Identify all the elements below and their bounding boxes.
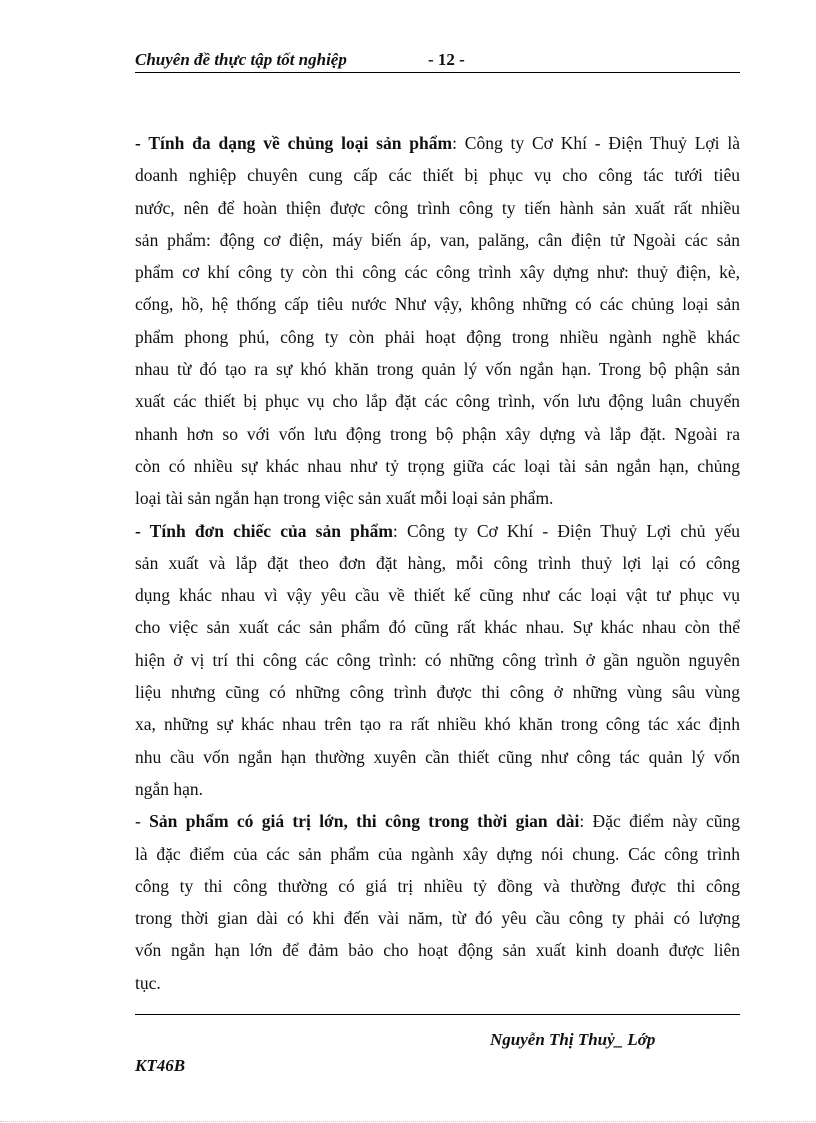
paragraph-line: loại tài sản ngắn hạn trong việc sản xuất mỗi loại sản phẩm. [135, 488, 554, 509]
footer-author: Nguyễn Thị Thuỷ_ Lớp [490, 1030, 656, 1049]
paragraph-line: nhanh hơn so với vốn lưu động trong bộ phận xây dựng và lắp đặt. Ngoài ra [135, 423, 740, 444]
paragraph-heading: Sản phẩm có giá trị lớn, thi công trong thời gian dài [149, 811, 580, 832]
paragraph-single-unit-product [135, 515, 740, 806]
paragraph-line: dụng khác nhau vì vậy yêu cầu về thiết kế cũng như các loại vật tư phục vụ [135, 585, 740, 606]
paragraph-line: ngắn hạn. [135, 778, 204, 799]
paragraph-line: liệu nhưng cũng có những công trình được thi công ở những vùng sâu vùng [135, 682, 740, 703]
paragraph-line: doanh nghiệp chuyên cung cấp các thiết bị phục vụ cho công tác tưới tiêu [135, 165, 740, 186]
paragraph-heading: - Tính đa dạng về chủng loại sản phẩm [135, 133, 453, 153]
paragraph-line: - Tính đơn chiếc của sản phẩm: Công ty Cơ Khí - Điện Thuỷ Lợi chủ yếu [135, 520, 740, 541]
paragraph-line: phẩm phong phú, công ty còn phải hoạt động trong nhiều ngành nghề khác [135, 326, 740, 347]
paragraph-heading: - Tính đơn chiếc của sản phẩm [135, 520, 393, 541]
document-body [135, 127, 740, 999]
paragraph-line: hiện ở vị trí thi công các công trình: có những công trình ở gần nguồn nguyên [135, 649, 740, 670]
footer-class-code: KT46B [135, 1056, 186, 1075]
paragraph-line: nhau từ đó tạo ra sự khó khăn trong quản lý vốn ngắn hạn. Trong bộ phận sản [135, 359, 740, 380]
paragraph-line: xuất các thiết bị phục vụ cho lắp đặt các công trình, vốn lưu động luân chuyển [135, 391, 740, 412]
paragraph-high-value-long-duration [135, 805, 740, 999]
paragraph-line: - Sản phẩm có giá trị lớn, thi công trong thời gian dài: Đặc điểm này cũng [135, 811, 741, 832]
paragraph-line: nhu cầu vốn ngắn hạn thường xuyên cần thiết cũng như công tác quản lý vốn [135, 746, 740, 767]
paragraph-line: sản xuất và lắp đặt theo đơn đặt hàng, mỗi công trình thuỷ lợi lại có công [135, 552, 740, 573]
paragraph-line: nước, nên để hoàn thiện được công trình công ty tiến hành sản xuất rất nhiều [135, 197, 740, 218]
page-header [135, 48, 740, 73]
header-title: Chuyên đề thực tập tốt nghiệp [135, 50, 347, 69]
paragraph-line: phẩm cơ khí công ty còn thi công các công trình xây dựng như: thuỷ điện, kè, [135, 262, 740, 283]
page-number: - 12 - [428, 50, 465, 69]
paragraph-line: xa, những sự khác nhau trên tạo ra rất nhiều khó khăn trong công tác xác định [135, 714, 740, 735]
paragraph-line: trong thời gian dài có khi đến vài năm, từ đó yêu cầu công ty phải có lượng [135, 908, 740, 929]
paragraph-line: còn có nhiều sự khác nhau như tỷ trọng giữa các loại tài sản ngắn hạn, chủng [135, 455, 740, 476]
paragraph-line: là đặc điểm của các sản phẩm của ngành xây dựng nói chung. Các công trình [135, 843, 740, 864]
paragraph-line: cho việc sản xuất các sản phẩm đó cũng rất khác nhau. Sự khác nhau còn thể [135, 617, 740, 638]
paragraph-line: sản phẩm: động cơ điện, máy biến áp, van, palăng, cân điện tử Ngoài các sản [135, 229, 740, 250]
paragraph-product-diversity [135, 127, 740, 515]
footer-divider [135, 1014, 740, 1015]
paragraph-line: công ty thi công thường có giá trị nhiều tỷ đồng và thường được thi công [135, 875, 740, 896]
paragraph-line: tục. [135, 972, 161, 993]
paragraph-line: vốn ngắn hạn lớn để đảm bảo cho hoạt động sản xuất kinh doanh được liên [135, 940, 740, 961]
page-bottom-border [0, 1121, 816, 1122]
paragraph-line: cống, hồ, hệ thống cấp tiêu nước Như vậy, không những có các chủng loại sản [135, 294, 740, 315]
paragraph-line: - Tính đa dạng về chủng loại sản phẩm: Công ty Cơ Khí - Điện Thuỷ Lợi là [135, 133, 740, 153]
